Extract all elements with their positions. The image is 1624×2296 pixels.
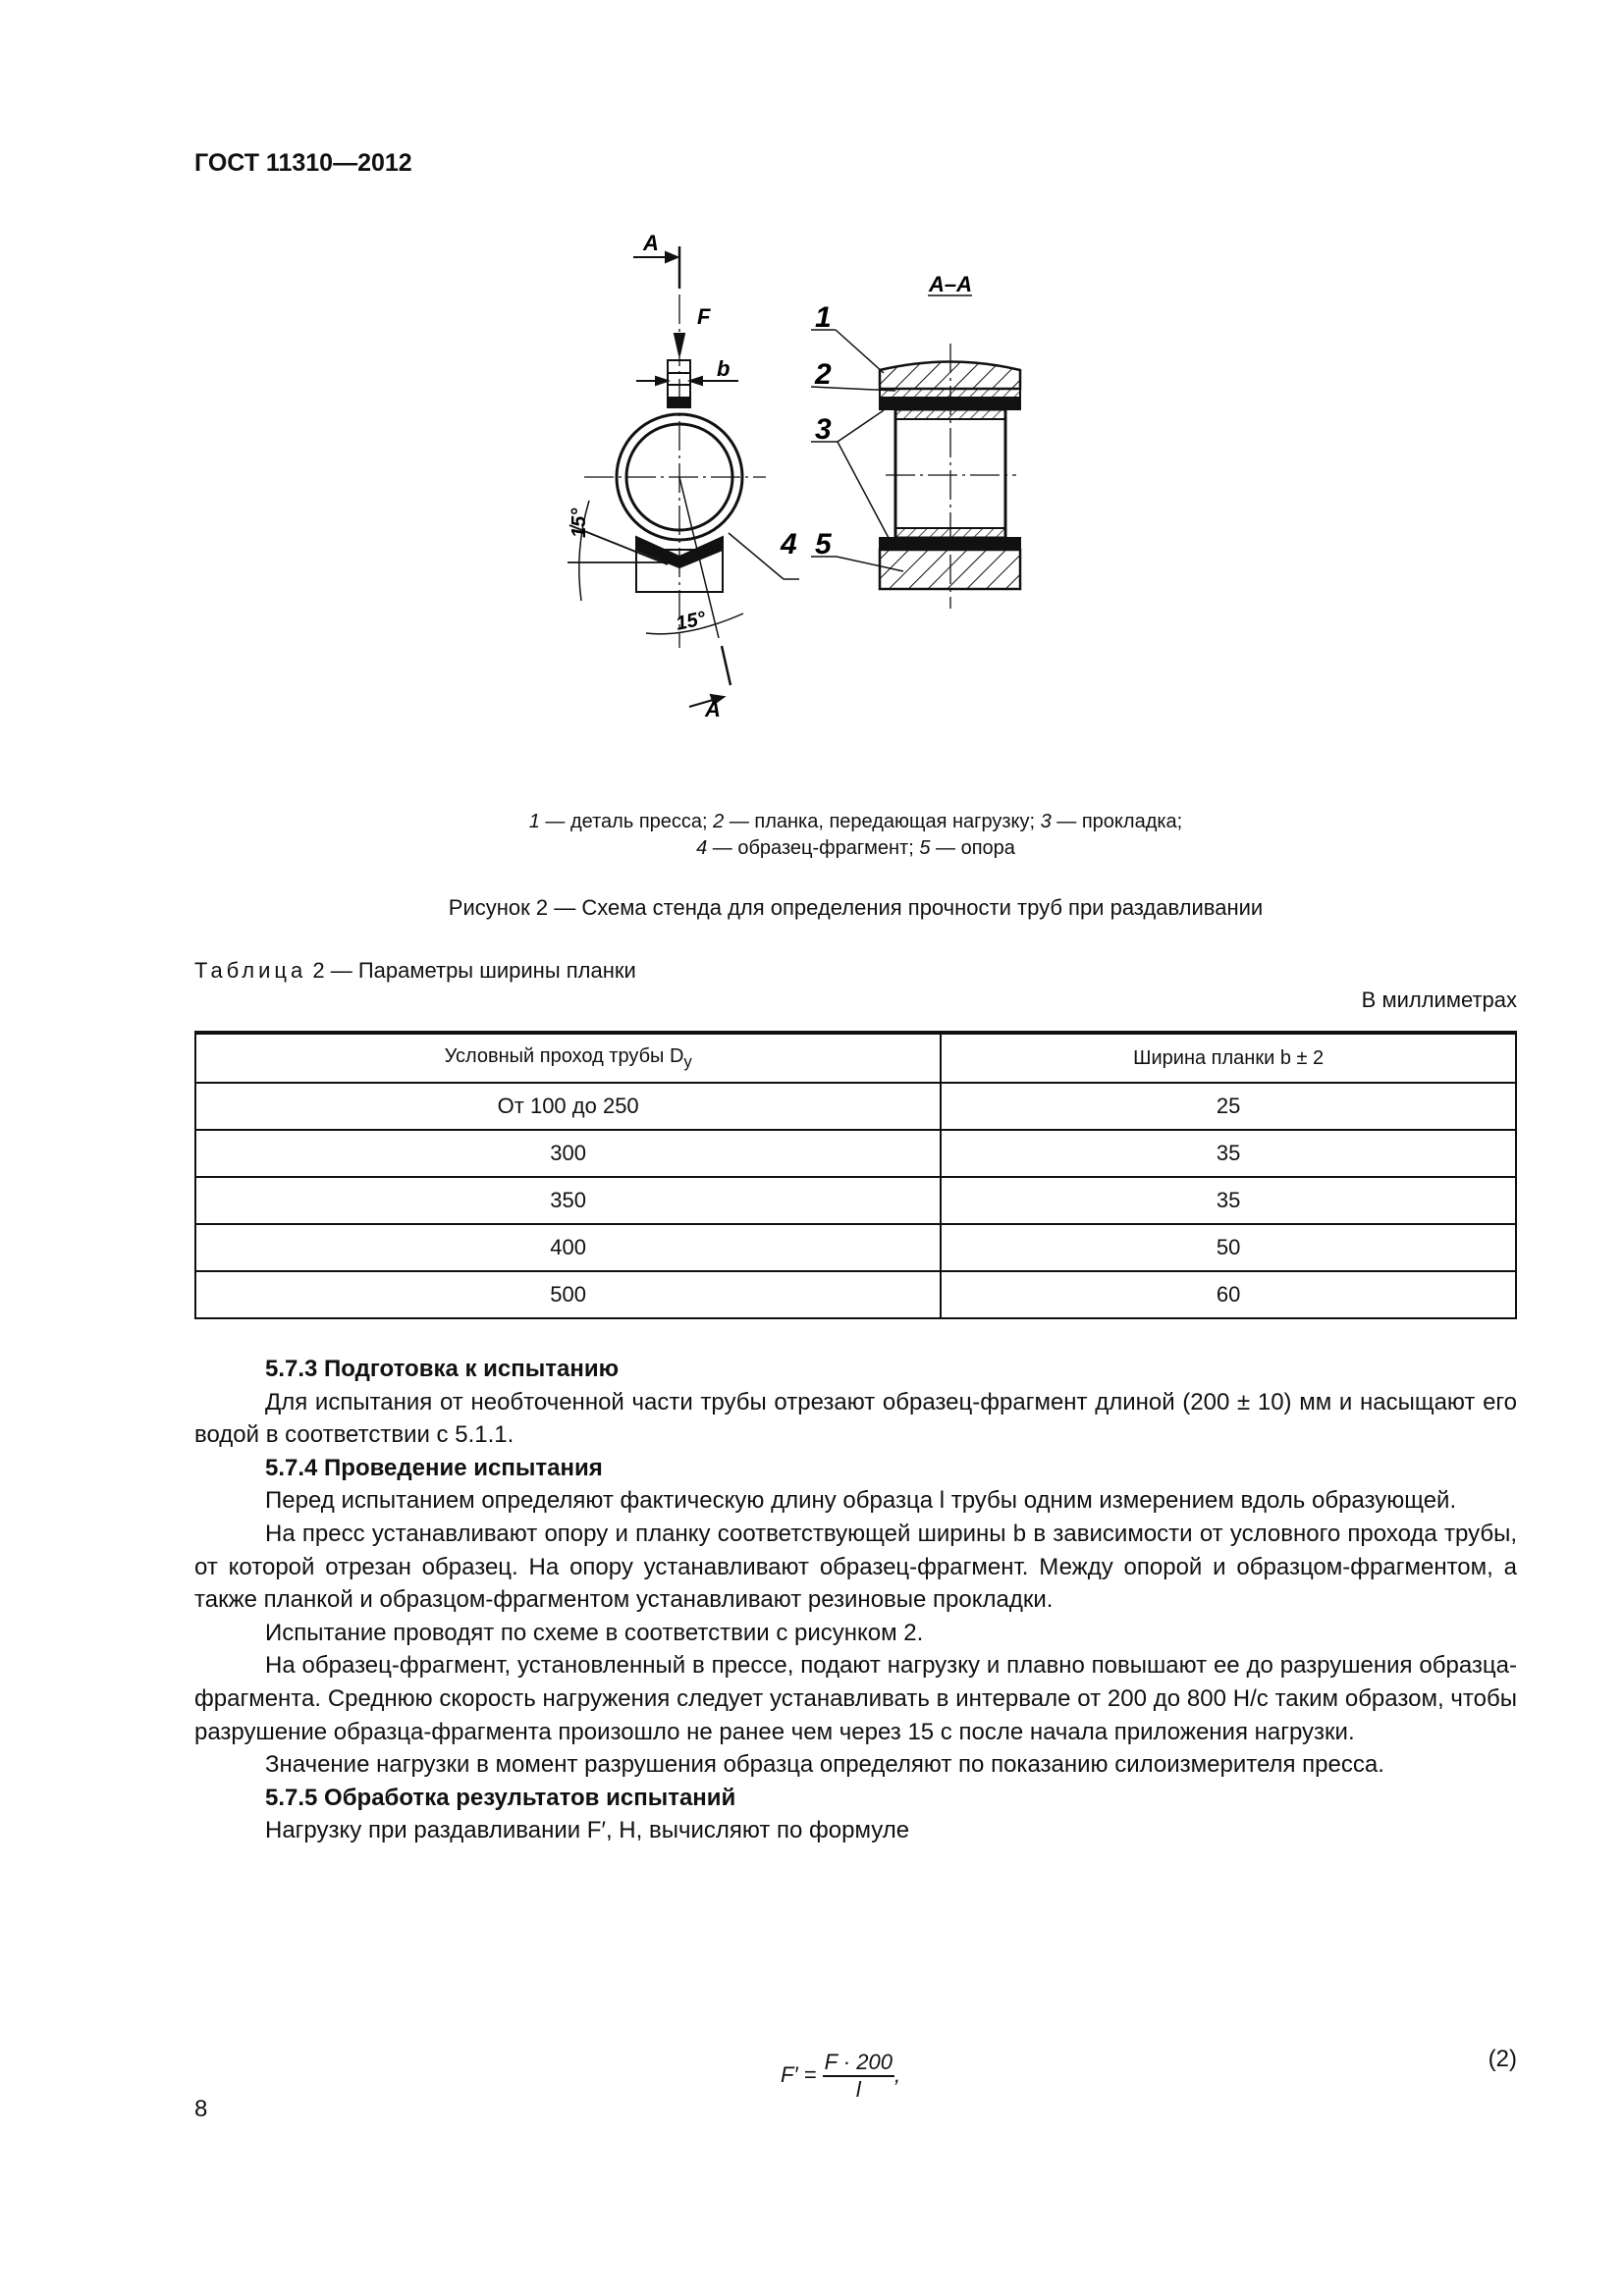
cell: 400 — [195, 1224, 941, 1271]
table-title-text: 2 — Параметры ширины планки — [306, 958, 636, 983]
table-row — [195, 1083, 1516, 1130]
callout-3: 3 — [815, 413, 832, 446]
table-title — [194, 958, 636, 984]
formula-fraction — [823, 2050, 894, 2103]
section-mark-bottom: A — [705, 697, 721, 721]
table-row — [195, 1177, 1516, 1224]
section-title: A–A — [929, 272, 973, 296]
paragraph: Для испытания от необточенной части трубы отрезают образец-фрагмент длиной (200 ± 10) мм и насыщают его водой в соответствии с 5.1.1. — [194, 1388, 1517, 1449]
section-heading-5-7-3: 5.7.3 Подготовка к испытанию — [265, 1356, 620, 1382]
paragraph: Перед испытанием определяют фактическую длину образца l трубы одним измерением вдоль образующей. — [265, 1487, 1457, 1515]
angle-label-left: 15° — [568, 507, 590, 538]
page-number: 8 — [194, 2096, 208, 2122]
legend-text: — деталь пресса; — [539, 811, 714, 832]
figure-legend-line-1 — [194, 811, 1517, 833]
figure-2-diagram — [530, 221, 1080, 790]
section-heading-5-7-5: 5.7.5 Обработка результатов испытаний — [265, 1784, 736, 1811]
formula-tail: , — [893, 2061, 901, 2087]
paragraph: На образец-фрагмент, установленный в прессе, подают нагрузку и плавно повышают ее до разрушения образца-фрагмента. Среднюю скорость нагружения следует устанавливать в интервале от 200 до 800 Н/с таким образом, чтобы разрушение образца-фрагмента произошло не ранее чем через 15 с после начала приложения нагрузки. — [194, 1652, 1517, 1745]
document-header: ГОСТ 11310—2012 — [194, 149, 412, 177]
paragraph: На пресс устанавливают опору и планку соответствующей ширины b в зависимости от условного прохода трубы, от которой отрезан образец. На опору устанавливают образец-фрагмент. Между опорой и образцом-фрагментом, а также планкой и образцом-фрагментом устанавливают резиновые прокладки. — [194, 1520, 1517, 1614]
figure-legend-line-2 — [194, 837, 1517, 860]
formula-denominator: l — [855, 2077, 861, 2102]
table-row — [195, 1271, 1516, 1318]
legend-num: 1 — [528, 811, 540, 832]
table-header-row — [195, 1033, 1516, 1083]
paragraph: Нагрузку при раздавливании F′, Н, вычисляют по формуле — [265, 1817, 910, 1844]
cell: 300 — [195, 1130, 941, 1177]
cell: 50 — [941, 1224, 1516, 1271]
legend-text: — образец-фрагмент; — [707, 837, 920, 859]
body-text — [194, 1353, 1517, 1847]
formula-number: (2) — [1488, 2046, 1517, 2072]
table-units: В миллиметрах — [1361, 988, 1517, 1012]
table-row — [195, 1130, 1516, 1177]
force-label: F — [697, 304, 711, 329]
table-title-prefix: Таблица — [194, 958, 307, 983]
cell: 60 — [941, 1271, 1516, 1318]
legend-num: 2 — [713, 811, 725, 832]
cell: 500 — [195, 1271, 941, 1318]
formula-2 — [781, 2050, 900, 2103]
col-header-strip-width: Ширина планки b ± 2 — [941, 1033, 1516, 1083]
paragraph: Значение нагрузки в момент разрушения образца определяют по показанию силоизмерителя пресса. — [265, 1751, 1384, 1779]
callout-2: 2 — [815, 358, 832, 391]
cell: 25 — [941, 1083, 1516, 1130]
cell: От 100 до 250 — [195, 1083, 941, 1130]
paragraph: Испытание проводят по схеме в соответствии с рисунком 2. — [265, 1619, 924, 1646]
col-header-nominal-bore — [195, 1033, 941, 1083]
cell: 35 — [941, 1177, 1516, 1224]
legend-num: 5 — [919, 837, 931, 859]
cell: 35 — [941, 1130, 1516, 1177]
header-text: Условный проход трубы D — [444, 1044, 684, 1067]
callout-1: 1 — [815, 301, 832, 334]
legend-text: — планка, передающая нагрузку; — [724, 811, 1041, 832]
width-label: b — [717, 356, 731, 381]
parameters-table — [194, 1031, 1517, 1319]
legend-num: 4 — [696, 837, 708, 859]
table-row — [195, 1224, 1516, 1271]
cell: 350 — [195, 1177, 941, 1224]
callout-5: 5 — [815, 528, 832, 561]
formula-lhs: F′ = — [781, 2061, 817, 2087]
formula-numerator: F · 200 — [823, 2050, 894, 2077]
section-heading-5-7-4: 5.7.4 Проведение испытания — [265, 1454, 603, 1481]
legend-text: — опора — [930, 837, 1015, 859]
figure-caption: Рисунок 2 — Схема стенда для определения прочности труб при раздавливании — [448, 895, 1264, 920]
header-subscript: y — [683, 1051, 692, 1071]
callout-4: 4 — [781, 528, 797, 561]
section-mark-top: A — [643, 231, 659, 255]
angle-label-bottom: 15° — [674, 608, 708, 635]
legend-num: 3 — [1040, 811, 1052, 832]
legend-text: — прокладка; — [1051, 811, 1183, 832]
